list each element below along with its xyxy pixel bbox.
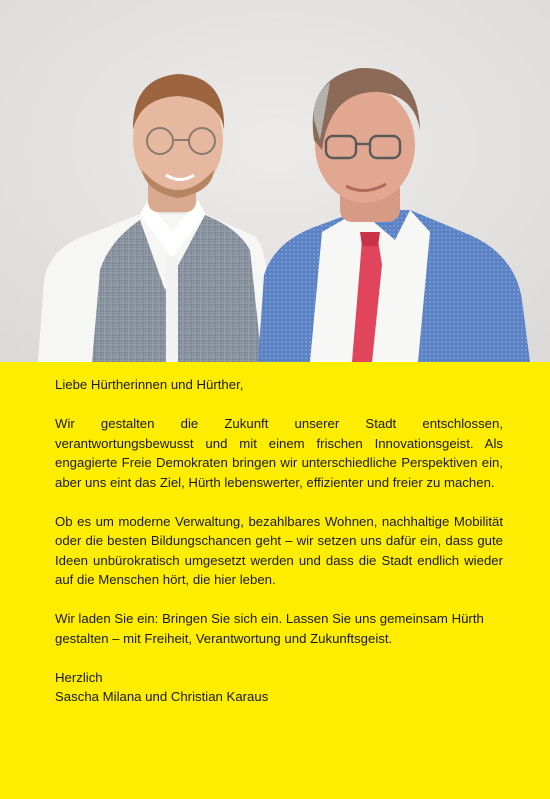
portrait-illustration [0,0,550,362]
letter-text [55,375,503,707]
paragraph-2: Ob es um moderne Verwaltung, bezahlbares Wohnen, nachhaltige Mobilität oder die besten Bildungschancen geht – wir setzen uns dafür ein, dass gute Ideen unbürokratisch umgesetzt werden und dass die Stadt endlich wieder auf die Menschen hört, die hier leben. [55,513,503,587]
closing: Herzlich [55,669,103,685]
paragraph-3: Wir laden Sie ein: Bringen Sie sich ein. Lassen Sie uns gemeinsam Hürth gestalten – mit Freiheit, Verantwortung und Zukunftsgeist. [55,611,484,646]
salutation: Liebe Hürtherinnen und Hürther, [55,377,244,392]
portrait-photo [0,0,550,362]
paragraph-1: Wir gestalten die Zukunft unserer Stadt entschlossen, verantwortungsbewusst und mit einem frischen Innovationsgeist. Als engagierte Freie Demokraten bringen wir unterschiedliche Perspektiven ein, aber uns eint das Ziel, Hürth lebenswerter, effizienter und freier zu machen. [55,416,503,490]
signature: Sascha Milana und Christian Karaus [55,689,269,704]
